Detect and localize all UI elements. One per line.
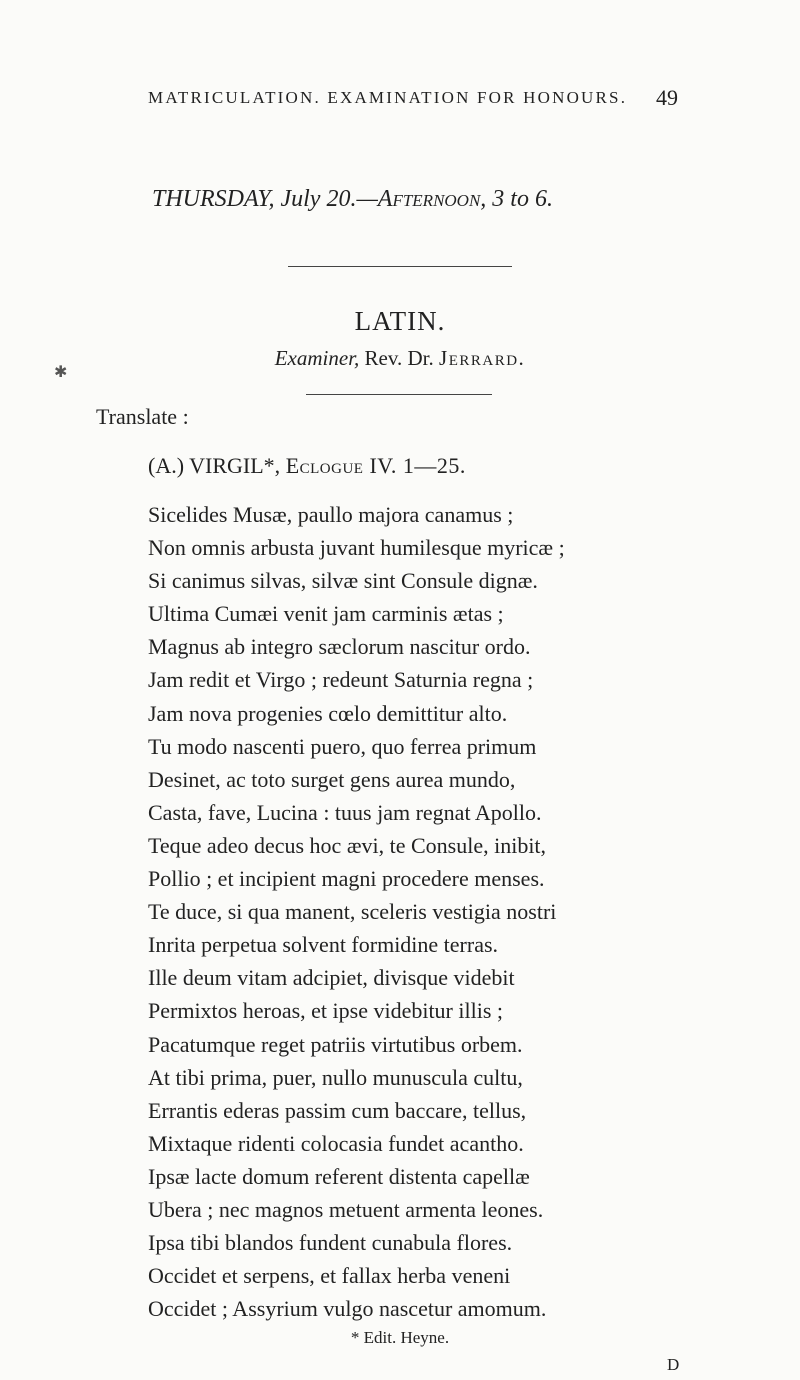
- section-label: (A.) VIRGIL*,: [148, 453, 281, 478]
- signature-mark: D: [667, 1355, 680, 1374]
- poem-line: Inrita perpetua solvent formidine terras.: [148, 932, 499, 958]
- poem-line: Ille deum vitam adcipiet, divisque videbit: [148, 965, 515, 991]
- footnote: * Edit. Heyne.: [350, 1328, 450, 1347]
- page-number: 49: [656, 85, 678, 110]
- poem-line: Non omnis arbusta juvant humilesque myricæ ;: [148, 535, 565, 561]
- section-heading: [148, 453, 466, 479]
- poem-line: Jam redit et Virgo ; redeunt Saturnia regna ;: [148, 667, 534, 693]
- poem-line: Teque adeo decus hoc ævi, te Consule, inibit,: [148, 832, 547, 858]
- exam-time: 3 to 6.: [492, 186, 553, 212]
- poem-line: Sicelides Musæ, paullo majora canamus ;: [148, 502, 514, 527]
- divider-top: [288, 266, 512, 267]
- subject-title: LATIN.: [354, 306, 446, 336]
- section-work: Eclogue IV. 1—25.: [285, 453, 466, 478]
- poem-text: [148, 498, 708, 1325]
- examiner-label: Examiner,: [274, 346, 360, 370]
- poem-line: Ubera ; nec magnos metuent armenta leones.: [148, 1196, 544, 1222]
- poem-line: Magnus ab integro sæclorum nascitur ordo.: [148, 634, 531, 660]
- poem-line: Ipsa tibi blandos fundent cunabula flores.: [148, 1230, 513, 1256]
- exam-date: July 20.—: [280, 186, 378, 212]
- poem-line: Pollio ; et incipient magni procedere menses.: [148, 866, 545, 892]
- running-title: MATRICULATION. EXAMINATION FOR HONOURS.: [148, 88, 628, 107]
- poem-line: Permixtos heroas, et ipse videbitur illis ;: [148, 998, 504, 1024]
- poem-line: Ipsæ lacte domum referent distenta capellæ: [148, 1163, 530, 1189]
- poem-line: Mixtaque ridenti colocasia fundet acantho.: [148, 1130, 524, 1156]
- poem-line: Casta, fave, Lucina : tuus jam regnat Apollo.: [148, 799, 542, 825]
- margin-mark-icon: ✱: [54, 364, 68, 381]
- poem-line: Si canimus silvas, silvæ sint Consule dignæ.: [148, 568, 538, 594]
- divider-bottom: [306, 394, 492, 395]
- instruction-translate: Translate :: [96, 404, 189, 429]
- poem-line: Jam nova progenies cœlo demittitur alto.: [148, 700, 508, 726]
- poem-line: Ultima Cumæi venit jam carminis ætas ;: [148, 601, 504, 627]
- exam-dateline: [152, 186, 553, 213]
- examiner-line: [0, 346, 800, 371]
- running-header: [148, 85, 678, 110]
- poem-line: At tibi prima, puer, nullo munuscula cultu,: [148, 1064, 523, 1090]
- poem-line: Occidet et serpens, et fallax herba veneni: [148, 1263, 511, 1289]
- poem-line: Pacatumque reget patriis virtutibus orbem.: [148, 1031, 523, 1057]
- poem-line: Desinet, ac toto surget gens aurea mundo,: [148, 766, 516, 792]
- poem-line: Occidet ; Assyrium vulgo nascetur amomum.: [148, 1296, 547, 1322]
- poem-line: Te duce, si qua manent, sceleris vestigia nostri: [148, 899, 557, 925]
- examiner-name: Rev. Dr.: [364, 346, 434, 370]
- examiner-surname: Jerrard.: [439, 346, 526, 370]
- poem-line: Tu modo nascenti puero, quo ferrea primum: [148, 733, 537, 759]
- exam-day: THURSDAY,: [152, 186, 275, 212]
- poem-line: Errantis ederas passim cum baccare, tellus,: [148, 1097, 527, 1123]
- exam-session: Afternoon,: [377, 186, 487, 212]
